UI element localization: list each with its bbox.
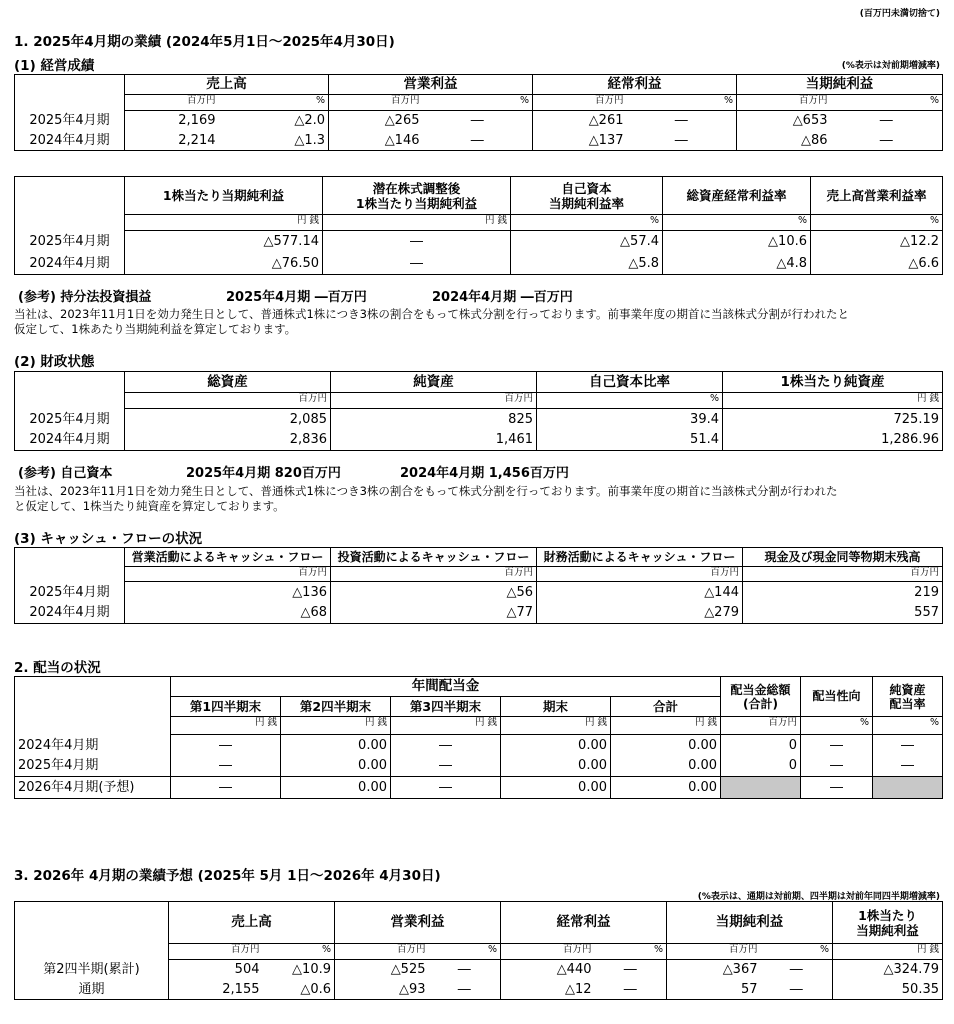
cell: △577.14 xyxy=(125,231,323,253)
unit-cell: 円 銭 xyxy=(501,717,611,735)
cell: ― xyxy=(391,735,501,756)
unit-cell: 百万円 xyxy=(125,567,331,582)
unit-cell: % xyxy=(263,944,335,960)
unit-cell: 百万円 xyxy=(331,393,537,409)
cell: 0 xyxy=(721,735,801,756)
table-row xyxy=(15,603,943,624)
cell: △440 xyxy=(501,960,595,980)
row-label: 2025年4月期 xyxy=(15,231,125,253)
cell: △57.4 xyxy=(511,231,663,253)
unit-cell: % xyxy=(873,717,943,735)
cell: △146 xyxy=(329,131,423,151)
unit-cell: % xyxy=(429,944,501,960)
header-year-end: 期末 xyxy=(501,697,611,717)
cell: △77 xyxy=(331,603,537,624)
cell: 57 xyxy=(667,980,761,1000)
cell: ― xyxy=(391,756,501,777)
cell: ― xyxy=(761,960,833,980)
cell: 2,085 xyxy=(125,409,331,430)
unit-cell: 円 銭 xyxy=(611,717,721,735)
cell: △68 xyxy=(125,603,331,624)
subsection-operating-results: (1) 経営成績 xyxy=(14,58,95,74)
cell: △10.9 xyxy=(263,960,335,980)
unit-cell: 百万円 xyxy=(169,944,263,960)
header-dividend-on-equity: 純資産 配当率 xyxy=(873,677,943,717)
cell: △12 xyxy=(501,980,595,1000)
cell: 51.4 xyxy=(537,430,723,451)
row-label: 2024年4月期 xyxy=(15,131,125,151)
cell: 557 xyxy=(743,603,943,624)
header-net-income: 当期純利益 xyxy=(737,75,943,95)
ref-equity-method-2025: 2025年4月期 ―百万円 xyxy=(226,290,367,305)
cell: ― xyxy=(171,735,281,756)
unit-cell: % xyxy=(627,95,737,111)
row-label: 2024年4月期 xyxy=(15,735,171,756)
header-q2: 第2四半期末 xyxy=(281,697,391,717)
row-label: 2026年4月期(予想) xyxy=(15,777,171,799)
cell: △525 xyxy=(335,960,429,980)
header-payout-ratio: 配当性向 xyxy=(801,677,873,717)
ref-equity-method-2024: 2024年4月期 ―百万円 xyxy=(432,290,573,305)
header-total-dividend: 配当金総額 (合計) xyxy=(721,677,801,717)
table-row xyxy=(15,409,943,430)
header-ordinary-income: 経常利益 xyxy=(533,75,737,95)
header-equity-ratio: 自己資本比率 xyxy=(537,372,723,393)
unit-cell: 百万円 xyxy=(667,944,761,960)
unit-cell: 百万円 xyxy=(335,944,429,960)
cell: ― xyxy=(595,960,667,980)
cell: △2.0 xyxy=(219,111,329,131)
unit-cell: % xyxy=(595,944,667,960)
cell: 1,286.96 xyxy=(723,430,943,451)
cell: 2,214 xyxy=(125,131,219,151)
cell: 0 xyxy=(721,756,801,777)
cell: △265 xyxy=(329,111,423,131)
section1-title: 1. 2025年4月期の業績 (2024年5月1日～2025年4月30日) xyxy=(14,34,395,50)
unit-cell: 百万円 xyxy=(329,95,423,111)
cell: 0.00 xyxy=(281,777,391,799)
cell: 725.19 xyxy=(723,409,943,430)
header-operating-income: 営業利益 xyxy=(335,902,501,944)
note-stock-split-eps-1: 当社は、2023年11月1日を効力発生日として、普通株式1株につき3株の割合をもって株式分割を行っております。前事業年度の期首に当該株式分割が行われたと xyxy=(14,307,849,321)
cell: ― xyxy=(873,756,943,777)
cell: △136 xyxy=(125,582,331,603)
dividends-table xyxy=(14,676,943,799)
header-annual-dividend: 年間配当金 xyxy=(171,677,721,697)
cell: 2,155 xyxy=(169,980,263,1000)
table-row xyxy=(15,756,943,777)
financial-position-table xyxy=(14,371,943,451)
cell: △4.8 xyxy=(663,253,811,275)
cell: ― xyxy=(323,231,511,253)
unit-cell: % xyxy=(801,717,873,735)
header-sales: 売上高 xyxy=(125,75,329,95)
ref-equity-2024: 2024年4月期 1,456百万円 xyxy=(400,466,569,481)
header-investing-cf: 投資活動によるキャッシュ・フロー xyxy=(331,548,537,567)
cell: ― xyxy=(171,756,281,777)
cell: ― xyxy=(831,111,943,131)
cash-flow-table xyxy=(14,547,943,624)
cell: 219 xyxy=(743,582,943,603)
subsection-cash-flow: (3) キャッシュ・フローの状況 xyxy=(14,531,203,547)
unit-cell: 円 銭 xyxy=(391,717,501,735)
cell-shaded xyxy=(721,777,801,799)
cell: 504 xyxy=(169,960,263,980)
table-row xyxy=(15,253,943,275)
unit-cell: 百万円 xyxy=(125,95,219,111)
note-stock-split-bps-2: と仮定して、1株当たり純資産を算定しております。 xyxy=(14,499,285,513)
unit-cell: % xyxy=(811,215,943,231)
unit-note: (百万円未満切捨て) xyxy=(859,9,940,19)
operating-results-table xyxy=(14,74,943,151)
row-label: 2024年4月期 xyxy=(15,430,125,451)
unit-cell: 円 銭 xyxy=(323,215,511,231)
unit-cell: % xyxy=(761,944,833,960)
cell: △76.50 xyxy=(125,253,323,275)
cell: 0.00 xyxy=(501,735,611,756)
cell: 0.00 xyxy=(281,756,391,777)
cell: △86 xyxy=(737,131,831,151)
forecast-table xyxy=(14,901,943,1000)
cell: △324.79 xyxy=(833,960,943,980)
per-share-table xyxy=(14,176,943,275)
cell: △12.2 xyxy=(811,231,943,253)
cell: 0.00 xyxy=(501,777,611,799)
cell: 0.00 xyxy=(281,735,391,756)
ref-equity-2025: 2025年4月期 820百万円 xyxy=(186,466,341,481)
section2-title: 2. 配当の状況 xyxy=(14,660,101,676)
cell: △367 xyxy=(667,960,761,980)
table-row xyxy=(15,430,943,451)
cell: 2,169 xyxy=(125,111,219,131)
cell: 0.00 xyxy=(611,777,721,799)
unit-cell: 円 銭 xyxy=(723,393,943,409)
unit-cell: % xyxy=(219,95,329,111)
unit-cell: 百万円 xyxy=(533,95,627,111)
cell: △56 xyxy=(331,582,537,603)
header-net-income: 当期純利益 xyxy=(667,902,833,944)
table-row xyxy=(15,231,943,253)
unit-cell: % xyxy=(511,215,663,231)
row-label: 2025年4月期 xyxy=(15,111,125,131)
forecast-change-note: (%表示は、通期は対前期、四半期は対前年同四半期増減率) xyxy=(697,892,940,902)
table-row xyxy=(15,131,943,151)
header-roa: 総資産経常利益率 xyxy=(663,177,811,215)
cell: △6.6 xyxy=(811,253,943,275)
header-net-assets: 純資産 xyxy=(331,372,537,393)
unit-cell: 百万円 xyxy=(721,717,801,735)
cell-shaded xyxy=(873,777,943,799)
table-row xyxy=(15,960,943,980)
header-financing-cf: 財務活動によるキャッシュ・フロー xyxy=(537,548,743,567)
note-stock-split-bps-1: 当社は、2023年11月1日を効力発生日として、普通株式1株につき3株の割合をもって株式分割を行っております。前事業年度の期首に当該株式分割が行われた xyxy=(14,484,838,498)
header-sales: 売上高 xyxy=(169,902,335,944)
header-eps: 1株当たり当期純利益 xyxy=(125,177,323,215)
cell: △653 xyxy=(737,111,831,131)
unit-cell: 百万円 xyxy=(501,944,595,960)
unit-cell: % xyxy=(423,95,533,111)
cell: △144 xyxy=(537,582,743,603)
header-total: 合計 xyxy=(611,697,721,717)
cell: △5.8 xyxy=(511,253,663,275)
unit-cell: % xyxy=(537,393,723,409)
cell: ― xyxy=(429,960,501,980)
header-diluted-eps: 潜在株式調整後 1株当たり当期純利益 xyxy=(323,177,511,215)
cell: △93 xyxy=(335,980,429,1000)
unit-cell: 百万円 xyxy=(737,95,831,111)
row-label: 2024年4月期 xyxy=(15,603,125,624)
unit-cell: 百万円 xyxy=(537,567,743,582)
table-row xyxy=(15,980,943,1000)
cell: ― xyxy=(761,980,833,1000)
cell: △137 xyxy=(533,131,627,151)
cell: ― xyxy=(171,777,281,799)
header-bps: 1株当たり純資産 xyxy=(723,372,943,393)
table-row xyxy=(15,735,943,756)
cell: ― xyxy=(831,131,943,151)
ref-equity-method: (参考) 持分法投資損益 xyxy=(18,290,152,305)
unit-cell: 円 銭 xyxy=(281,717,391,735)
unit-cell: 百万円 xyxy=(125,393,331,409)
unit-cell: % xyxy=(663,215,811,231)
table-row xyxy=(15,582,943,603)
cell: 0.00 xyxy=(501,756,611,777)
header-operating-margin: 売上高営業利益率 xyxy=(811,177,943,215)
header-operating-income: 営業利益 xyxy=(329,75,533,95)
header-q1: 第1四半期末 xyxy=(171,697,281,717)
row-label: 2025年4月期 xyxy=(15,756,171,777)
cell: ― xyxy=(323,253,511,275)
row-label: 2024年4月期 xyxy=(15,253,125,275)
row-label: 2025年4月期 xyxy=(15,409,125,430)
header-q3: 第3四半期末 xyxy=(391,697,501,717)
table-row xyxy=(15,777,943,799)
cell: 1,461 xyxy=(331,430,537,451)
row-label: 第2四半期(累計) xyxy=(15,960,169,980)
cell: ― xyxy=(391,777,501,799)
cell: ― xyxy=(627,111,737,131)
row-label: 2025年4月期 xyxy=(15,582,125,603)
header-eps: 1株当たり 当期純利益 xyxy=(833,902,943,944)
cell: ― xyxy=(423,111,533,131)
unit-cell: 円 銭 xyxy=(833,944,943,960)
cell: 825 xyxy=(331,409,537,430)
table-row xyxy=(15,111,943,131)
cell: △10.6 xyxy=(663,231,811,253)
cell: 39.4 xyxy=(537,409,723,430)
cell: △1.3 xyxy=(219,131,329,151)
header-ordinary-income: 経常利益 xyxy=(501,902,667,944)
cell: 50.35 xyxy=(833,980,943,1000)
subsection-financial-position: (2) 財政状態 xyxy=(14,354,95,370)
header-total-assets: 総資産 xyxy=(125,372,331,393)
unit-cell: 円 銭 xyxy=(125,215,323,231)
cell: ― xyxy=(801,756,873,777)
cell: ― xyxy=(429,980,501,1000)
ref-equity: (参考) 自己資本 xyxy=(18,466,113,481)
cell: ― xyxy=(595,980,667,1000)
header-roe: 自己資本 当期純利益率 xyxy=(511,177,663,215)
cell: ― xyxy=(801,777,873,799)
unit-cell: 百万円 xyxy=(331,567,537,582)
change-rate-note: (%表示は対前期増減率) xyxy=(841,61,940,71)
section3-title: 3. 2026年 4月期の業績予想 (2025年 5月 1日～2026年 4月30日) xyxy=(14,868,441,884)
cell: ― xyxy=(873,735,943,756)
header-cash-balance: 現金及び現金同等物期末残高 xyxy=(743,548,943,567)
cell: ― xyxy=(423,131,533,151)
unit-cell: 百万円 xyxy=(743,567,943,582)
header-operating-cf: 営業活動によるキャッシュ・フロー xyxy=(125,548,331,567)
cell: △261 xyxy=(533,111,627,131)
cell: 2,836 xyxy=(125,430,331,451)
cell: 0.00 xyxy=(611,735,721,756)
unit-cell: % xyxy=(831,95,943,111)
note-stock-split-eps-2: 仮定して、1株あたり当期純利益を算定しております。 xyxy=(14,322,297,336)
cell: △279 xyxy=(537,603,743,624)
row-label: 通期 xyxy=(15,980,169,1000)
cell: △0.6 xyxy=(263,980,335,1000)
cell: ― xyxy=(627,131,737,151)
cell: 0.00 xyxy=(611,756,721,777)
cell: ― xyxy=(801,735,873,756)
unit-cell: 円 銭 xyxy=(171,717,281,735)
